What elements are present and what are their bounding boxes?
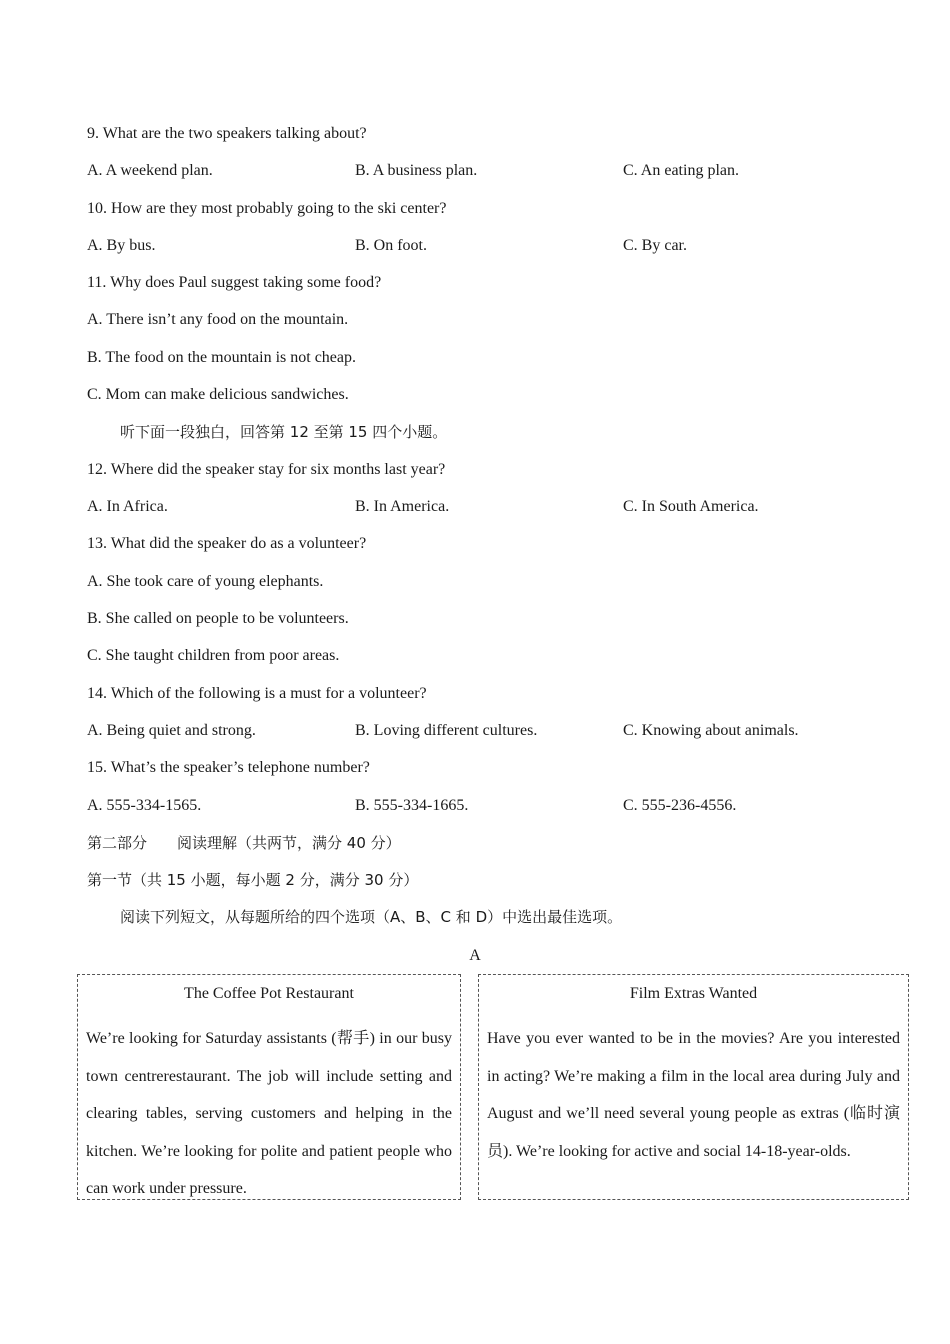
question-9-option-b: B. A business plan. (355, 162, 478, 179)
question-9-option-c: C. An eating plan. (623, 162, 739, 179)
ad-title: Film Extras Wanted (629, 985, 758, 1002)
question-9-option-a: A. A weekend plan. (87, 162, 213, 179)
ad-body: Have you ever wanted to be in the movies? Are you interested in acting? We’re making a film in the local area during July and August and we’ll need several young people as extras (临时演员). We’re looking for active and social 14-18-year-olds. (487, 1030, 900, 1160)
question-13-option-b: B. She called on people to be volunteers. (87, 610, 349, 627)
question-10-option-c: C. By car. (623, 237, 687, 254)
passage-label: A (469, 947, 481, 964)
question-14-option-a: A. Being quiet and strong. (87, 722, 256, 739)
ad-title: The Coffee Pot Restaurant (184, 985, 354, 1002)
question-9-stem: 9. What are the two speakers talking about? (87, 125, 367, 142)
question-15-option-c: C. 555-236-4556. (623, 797, 737, 814)
question-14-option-c: C. Knowing about animals. (623, 722, 799, 739)
ad-box-coffee-pot-restaurant (77, 974, 461, 1200)
question-10-stem: 10. How are they most probably going to the ski center? (87, 200, 447, 217)
question-14-stem: 14. Which of the following is a must for a volunteer? (87, 685, 427, 702)
question-15-option-b: B. 555-334-1665. (355, 797, 469, 814)
ad-box-film-extras-wanted (478, 974, 909, 1200)
question-14-option-b: B. Loving different cultures. (355, 722, 538, 739)
question-10-option-a: A. By bus. (87, 237, 156, 254)
question-12-option-a: A. In Africa. (87, 498, 168, 515)
ad-body: We’re looking for Saturday assistants (帮手) in our busy town centrerestaurant. The job will include setting and clearing tables, serving customers and helping in the kitchen. We’re looking for polite and patient people who can work under pressure. (86, 1030, 452, 1197)
question-15-option-a: A. 555-334-1565. (87, 797, 202, 814)
section-one-heading: 第一节（共 15 小题，每小题 2 分，满分 30 分） (87, 871, 419, 889)
question-12-option-b: B. In America. (355, 498, 450, 515)
question-15-stem: 15. What’s the speaker’s telephone number? (87, 759, 370, 776)
question-11-option-a: A. There isn’t any food on the mountain. (87, 311, 349, 328)
reading-instruction: 阅读下列短文，从每题所给的四个选项（A、B、C 和 D）中选出最佳选项。 (120, 908, 623, 926)
question-13-stem: 13. What did the speaker do as a volunteer? (87, 535, 367, 552)
question-11-option-c: C. Mom can make delicious sandwiches. (87, 386, 349, 403)
question-11-option-b: B. The food on the mountain is not cheap. (87, 349, 356, 366)
question-13-option-c: C. She taught children from poor areas. (87, 647, 340, 664)
question-10-option-b: B. On foot. (355, 237, 427, 254)
question-13-option-a: A. She took care of young elephants. (87, 573, 324, 590)
question-12-stem: 12. Where did the speaker stay for six months last year? (87, 461, 446, 478)
listening-instruction: 听下面一段独白，回答第 12 至第 15 四个小题。 (120, 423, 448, 441)
part-two-heading: 第二部分 阅读理解（共两节，满分 40 分） (87, 834, 401, 852)
question-11-stem: 11. Why does Paul suggest taking some food? (87, 274, 382, 291)
question-12-option-c: C. In South America. (623, 498, 759, 515)
